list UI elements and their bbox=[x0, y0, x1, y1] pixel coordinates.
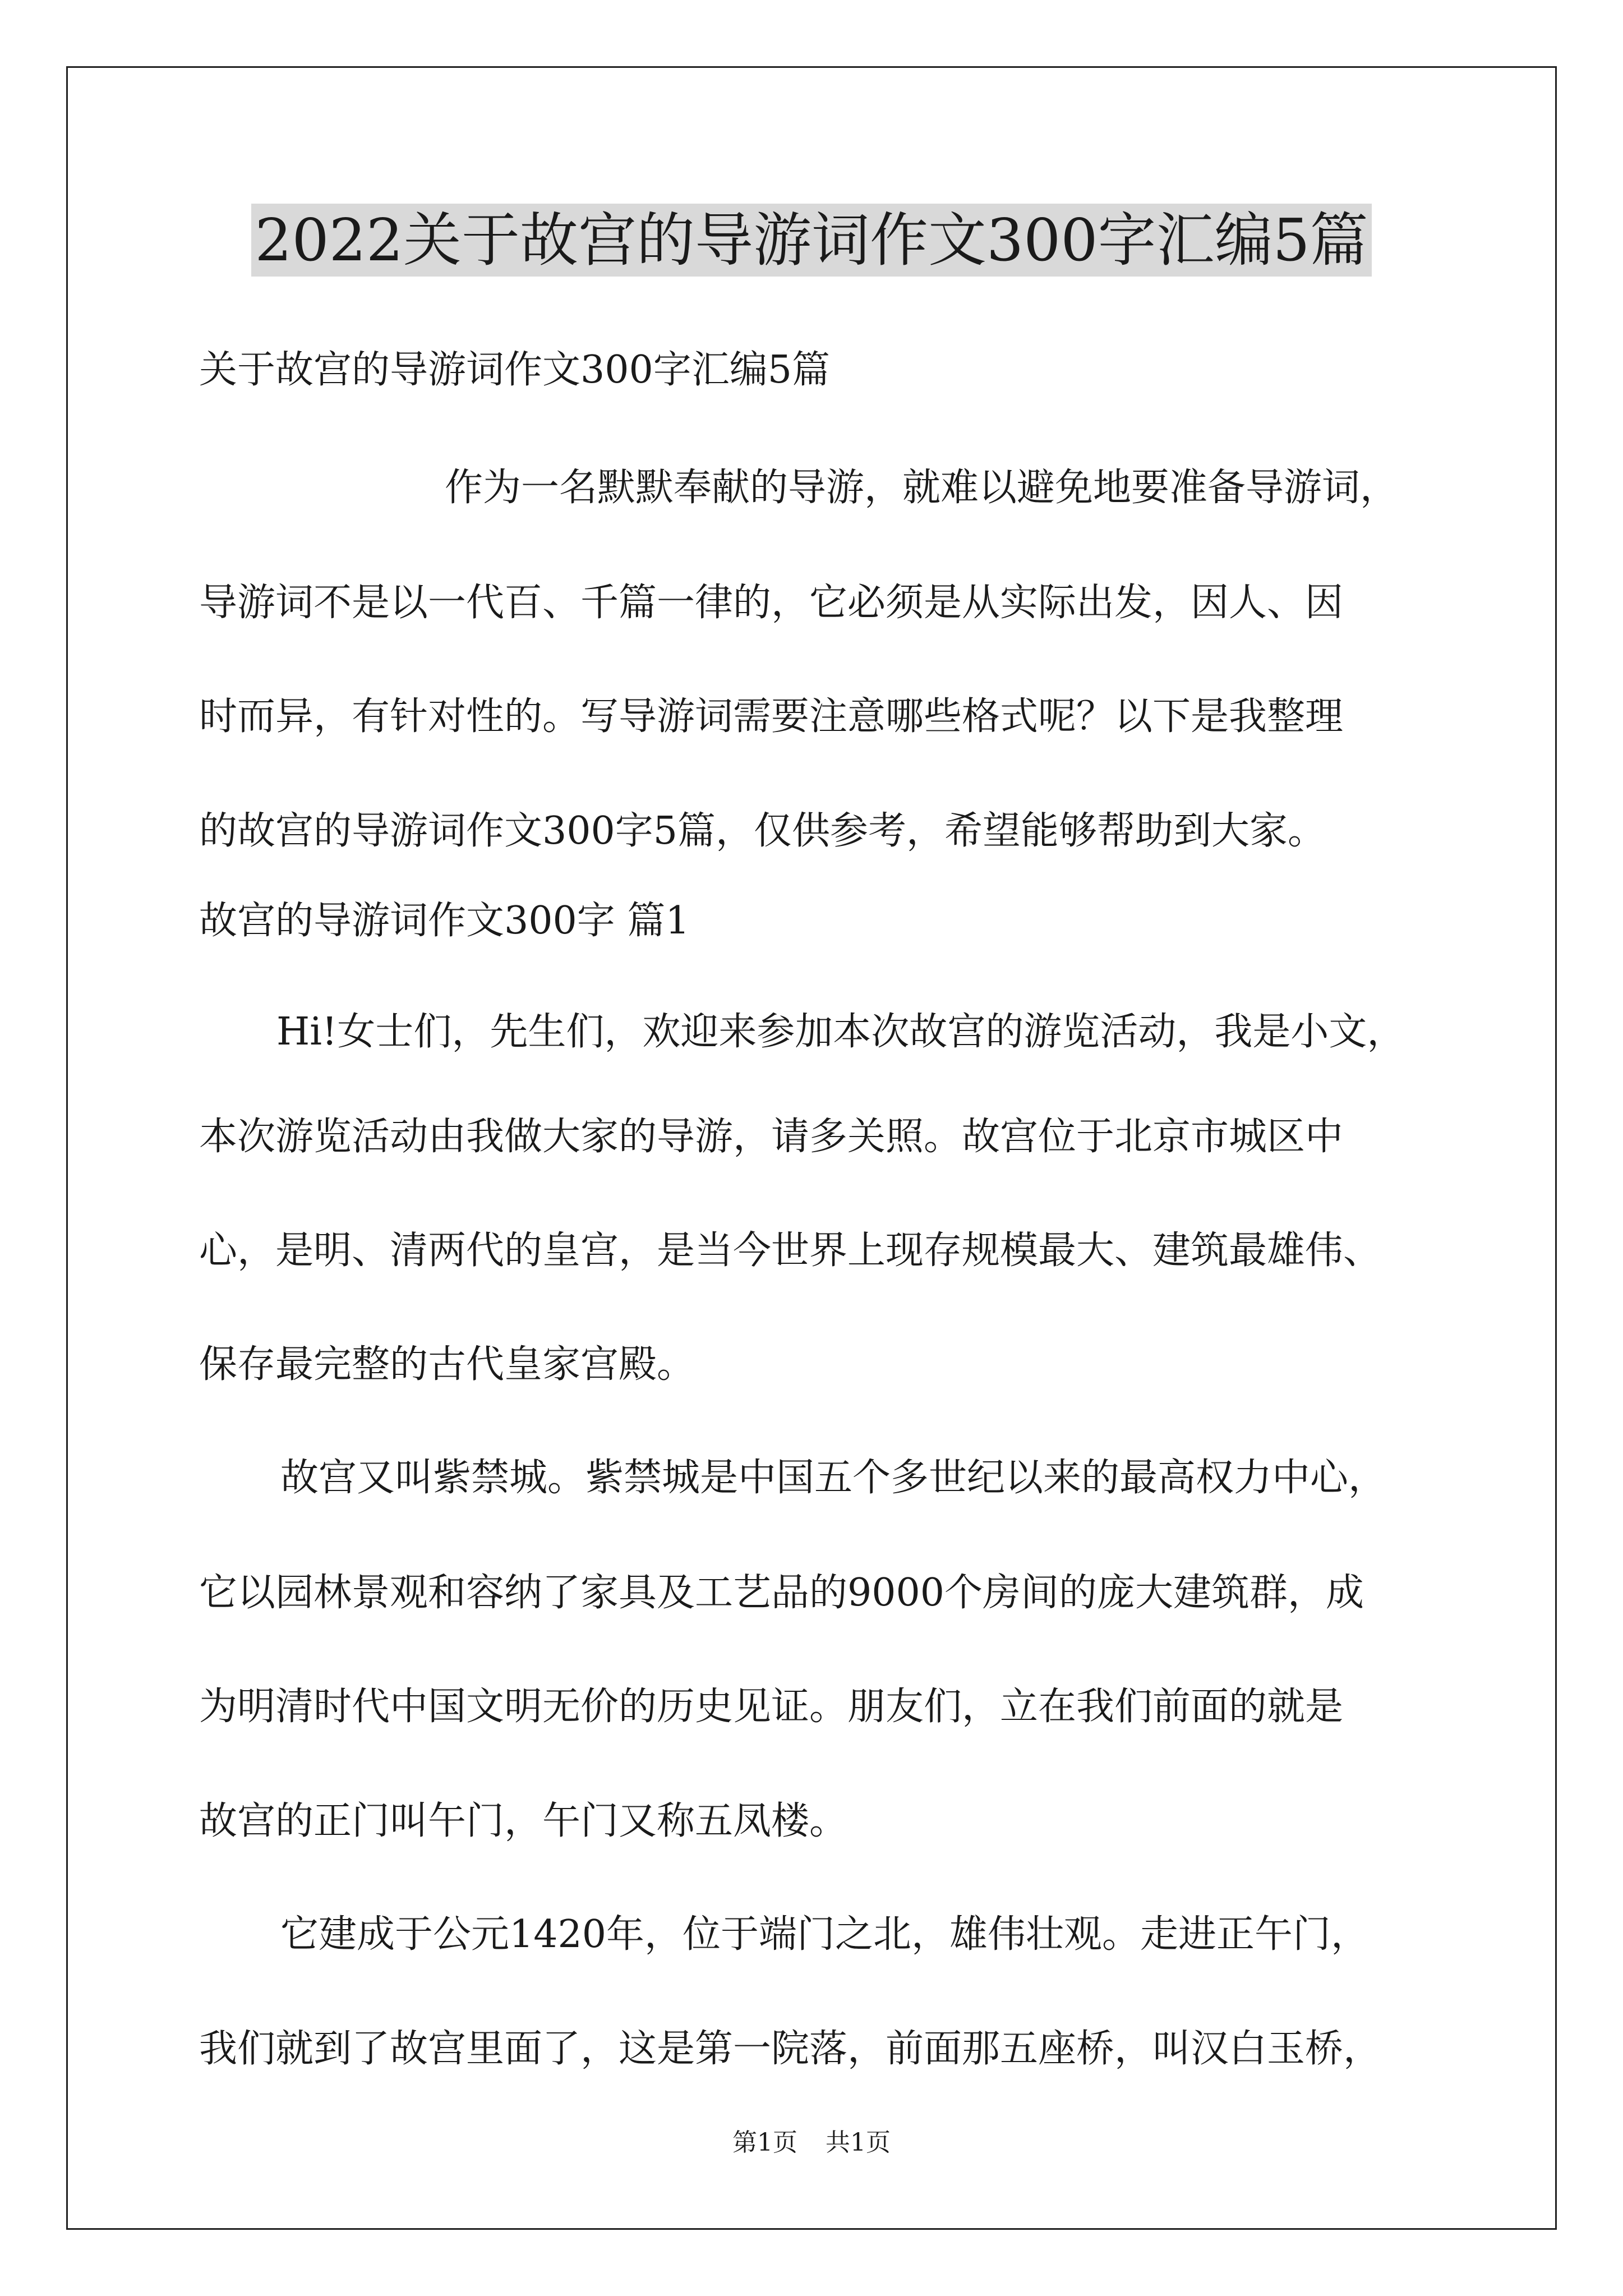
para2-line-4: 故宫的正门叫午门，午门又称五凤楼。 bbox=[199, 1799, 848, 1843]
para1-line-4: 保存最完整的古代皇家宫殿。 bbox=[199, 1342, 695, 1387]
subtitle-line: 关于故宫的导游词作文300字汇编5篇 bbox=[199, 348, 831, 392]
title-text: 2022关于故宫的导游词作文300字汇编5篇 bbox=[251, 204, 1371, 277]
para1-line-2: 本次游览活动由我做大家的导游，请多关照。故宫位于北京市城区中 bbox=[199, 1115, 1344, 1159]
para2-line-3: 为明清时代中国文明无价的历史见证。朋友们，立在我们前面的就是 bbox=[199, 1685, 1344, 1729]
page-total: 共1页 bbox=[826, 2128, 891, 2157]
para2-line-1: 故宫又叫紫禁城。紫禁城是中国五个多世纪以来的最高权力中心， bbox=[280, 1456, 1387, 1500]
document-title bbox=[0, 201, 1623, 279]
para1-line-3: 心，是明、清两代的皇宫，是当今世界上现存规模最大、建筑最雄伟、 bbox=[199, 1228, 1382, 1273]
intro-line-2: 导游词不是以一代百、千篇一律的，它必须是从实际出发，因人、因 bbox=[199, 581, 1344, 625]
para1-line-1: Hi!女士们，先生们，欢迎来参加本次故宫的游览活动，我是小文， bbox=[276, 1010, 1405, 1054]
section-heading: 故宫的导游词作文300字 篇1 bbox=[199, 899, 690, 943]
intro-line-4: 的故宫的导游词作文300字5篇，仅供参考，希望能够帮助到大家。 bbox=[199, 809, 1326, 853]
para3-line-1: 它建成于公元1420年，位于端门之北，雄伟壮观。走进正午门， bbox=[280, 1912, 1370, 1957]
page-footer bbox=[0, 2126, 1623, 2160]
page-number: 第1页 bbox=[732, 2128, 797, 2157]
para2-line-2: 它以园林景观和容纳了家具及工艺品的9000个房间的庞大建筑群，成 bbox=[199, 1571, 1364, 1615]
intro-line-1: 作为一名默默奉献的导游，就难以避免地要准备导游词， bbox=[445, 466, 1399, 510]
para3-line-2: 我们就到了故宫里面了，这是第一院落，前面那五座桥，叫汉白玉桥， bbox=[199, 2027, 1382, 2071]
intro-line-3: 时而异，有针对性的。写导游词需要注意哪些格式呢？以下是我整理 bbox=[199, 694, 1344, 739]
